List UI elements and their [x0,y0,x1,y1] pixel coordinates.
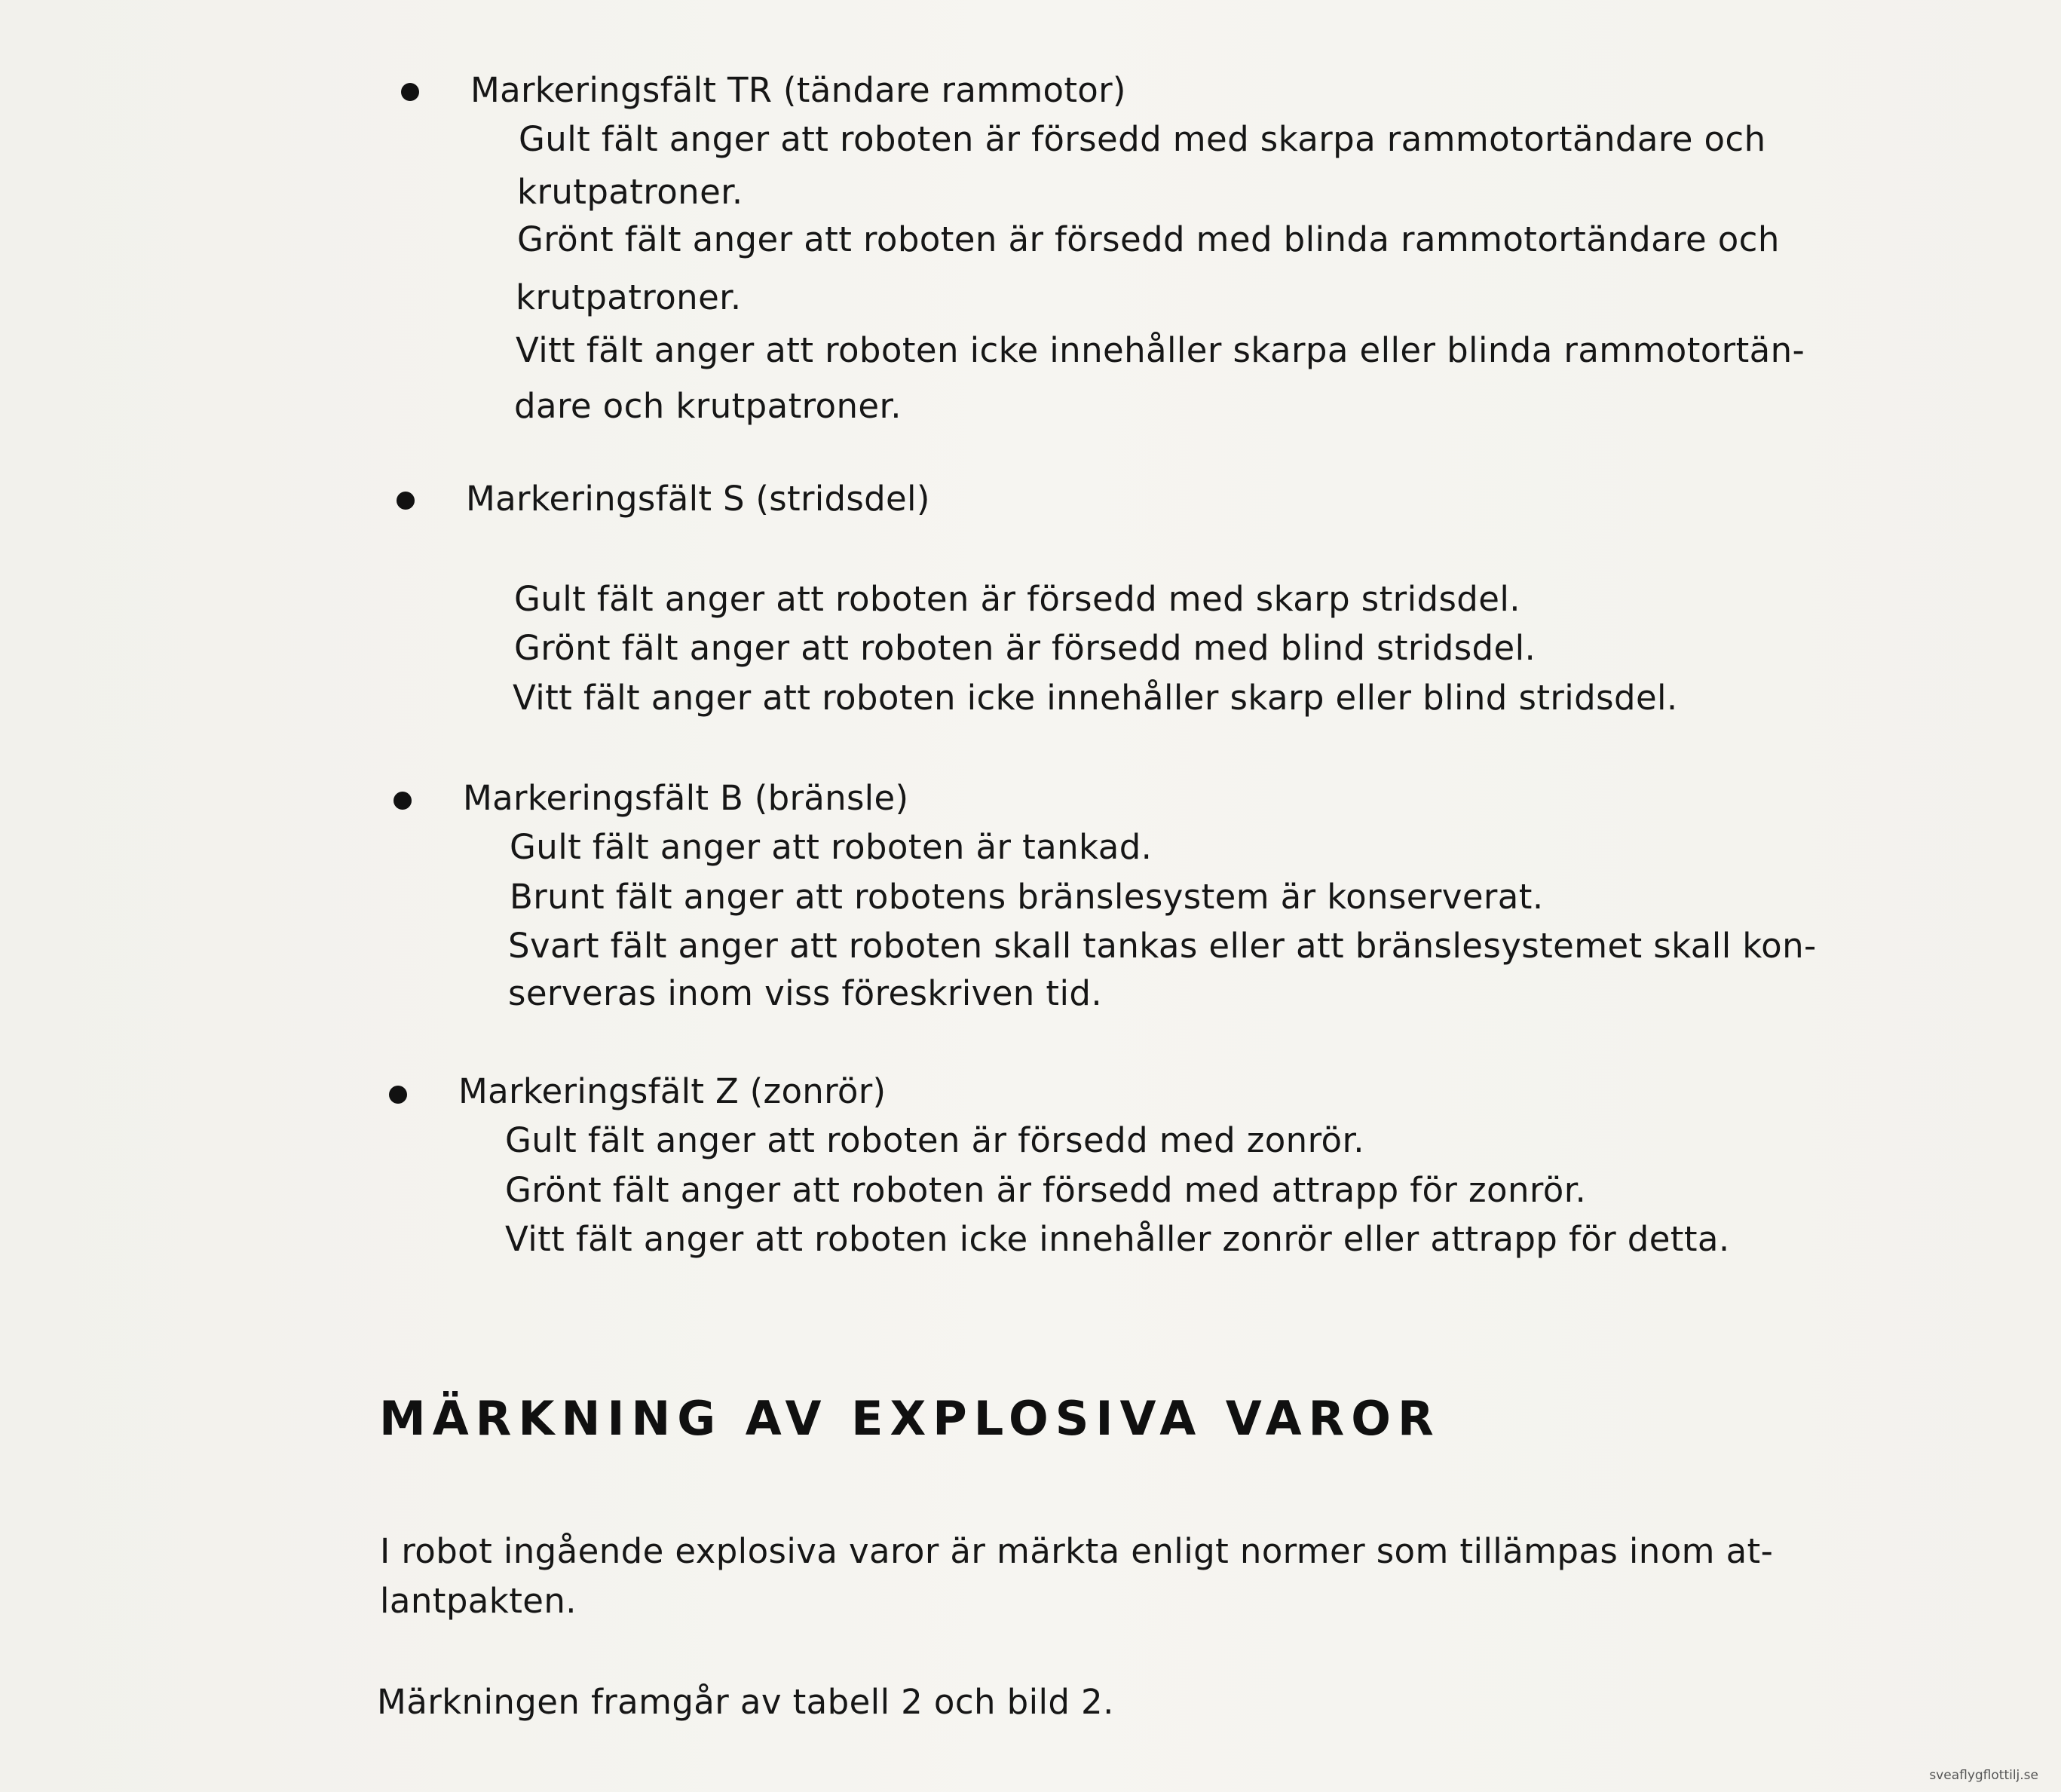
section-line: Gult fält anger att roboten är försedd med skarpa rammotortändare och [519,119,1766,159]
section-line: Vitt fält anger att roboten icke innehåller skarpa eller blinda rammotortän- [516,330,1805,370]
section-heading: Markeringsfält B (bränsle) [463,778,909,818]
paragraph-line: I robot ingående explosiva varor är märkta enligt normer som tillämpas inom at- [380,1531,1774,1571]
section-line: dare och krutpatroner. [514,386,902,426]
section-line: Vitt fält anger att roboten icke innehåller skarp eller blind stridsdel. [513,678,1678,718]
bullet-icon [401,83,419,101]
page-title: MÄRKNING AV EXPLOSIVA VAROR [379,1391,1441,1446]
bullet-icon [397,492,415,510]
bullet-icon [394,792,412,810]
section-line: Vitt fält anger att roboten icke innehåller zonrör eller attrapp för detta. [505,1219,1730,1259]
section-line: Svart fält anger att roboten skall tankas eller att bränslesystemet skall kon- [508,926,1817,966]
section-heading: Markeringsfält S (stridsdel) [466,479,930,519]
paragraph-line: Märkningen framgår av tabell 2 och bild 2. [377,1682,1114,1722]
section-line: Grönt fält anger att roboten är försedd med attrapp för zonrör. [505,1170,1587,1210]
section-line: krutpatroner. [517,172,743,212]
section-line: krutpatroner. [516,277,742,317]
section-line: Gult fält anger att roboten är tankad. [510,827,1153,867]
section-line: serveras inom viss föreskriven tid. [508,973,1103,1013]
section-heading: Markeringsfält Z (zonrör) [458,1071,887,1111]
bullet-icon [389,1086,407,1104]
section-line: Grönt fält anger att roboten är försedd med blinda rammotortändare och [517,219,1780,259]
section-line: Brunt fält anger att robotens bränslesystem är konserverat. [510,877,1544,917]
watermark: sveaflygflottilj.se [1929,1768,2038,1783]
section-line: Gult fält anger att roboten är försedd med zonrör. [505,1120,1364,1160]
section-heading: Markeringsfält TR (tändare rammotor) [470,70,1126,110]
section-line: Gult fält anger att roboten är försedd med skarp stridsdel. [514,579,1520,619]
section-line: Grönt fält anger att roboten är försedd med blind stridsdel. [514,628,1536,668]
paragraph-line: lantpakten. [380,1581,577,1621]
